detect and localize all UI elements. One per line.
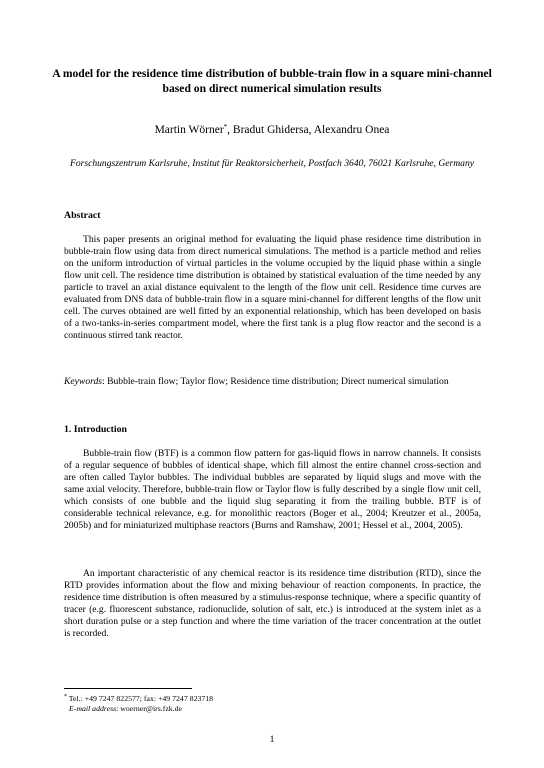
keywords-label: Keywords bbox=[64, 376, 103, 387]
keywords-text: : Bubble-train flow; Taylor flow; Residence time distribution; Direct numerical simulation bbox=[102, 376, 449, 387]
affiliation: Forschungszentrum Karlsruhe, Institut für Reaktorsicherheit, Postfach 3640, 76021 Karlsruhe, Germany bbox=[69, 158, 475, 169]
author-name: Martin Wörner bbox=[154, 124, 224, 136]
abstract-text: This paper presents an original method for evaluating the liquid phase residence time distribution in bubble-train flow using data from direct numerical simulations. The method is a particle method and relies on the uniform introduction of virtual particles in the volume occupied by the liquid phase within a single flow unit cell. The residence time distribution is obtained by statistical evaluation of the time needed by any particle to travel an axial distance equivalent to the length of the flow unit cell. Residence time curves are evaluated from DNS data of bubble-train flow in a square mini-channel for different lengths of the flow unit cell. The curves obtained are well fitted by an exponential relationship, which has been developed on basis of a two-tanks-in-series compartment model, where the first tank is a plug flow reactor and the second is a continuous stirred tank reactor. bbox=[64, 234, 481, 341]
author-list bbox=[40, 123, 504, 137]
email-address: : woerner@irs.fzk.de bbox=[116, 704, 182, 713]
footnote-divider bbox=[64, 688, 192, 689]
footnote bbox=[64, 694, 213, 714]
keywords bbox=[64, 376, 481, 388]
footnote-email-line bbox=[64, 704, 213, 714]
paper-title: A model for the residence time distribution of bubble-train flow in a square mini-channel based on direct numerical simulation results bbox=[52, 67, 492, 95]
body-paragraph: An important characteristic of any chemical reactor is its residence time distribution (RTD), since the RTD provides information about the flow and mixing behaviour of reaction components. In practice, the residence time distribution is often measured by a stimulus-response technique, where a specific quantity of tracer (e.g. fluorescent substance, radionuclide, solution of salt, etc.) is introduced at the system inlet as a short duration pulse or a step function and where the time variation of the tracer concentration at the outlet is recorded. bbox=[64, 568, 481, 639]
body-paragraph: Bubble-train flow (BTF) is a common flow pattern for gas-liquid flows in narrow channels. It consists of a regular sequence of bubbles of identical shape, which fill almost the entire channel cross-section and are often called Taylor bubbles. The individual bubbles are separated by liquid slugs and move with the same axial velocity. Therefore, bubble-train flow or Taylor flow is fully described by a single flow unit cell, which consists of one bubble and the liquid slug separating it from the trailing bubble. BTF is of considerable technical relevance, e.g. for monolithic reactors (Boger et al., 2004; Kreutzer et al., 2005a, 2005b) and for miniaturized multiphase reactors (Burns and Ramshaw, 2001; Hessel et al., 2004, 2005). bbox=[64, 448, 481, 531]
footnote-contact: Tel.: +49 7247 822577; fax: +49 7247 823718 bbox=[67, 694, 214, 703]
corresponding-author-mark: * bbox=[223, 123, 228, 131]
footnote-contact-line bbox=[64, 694, 213, 704]
section-heading-introduction: 1. Introduction bbox=[64, 424, 127, 435]
page-number: 1 bbox=[269, 734, 275, 745]
co-author-names: , Bradut Ghidersa, Alexandru Onea bbox=[227, 124, 390, 136]
footnote-mark: * bbox=[64, 694, 67, 700]
abstract-heading: Abstract bbox=[64, 210, 101, 221]
email-label: E-mail address bbox=[69, 704, 117, 713]
